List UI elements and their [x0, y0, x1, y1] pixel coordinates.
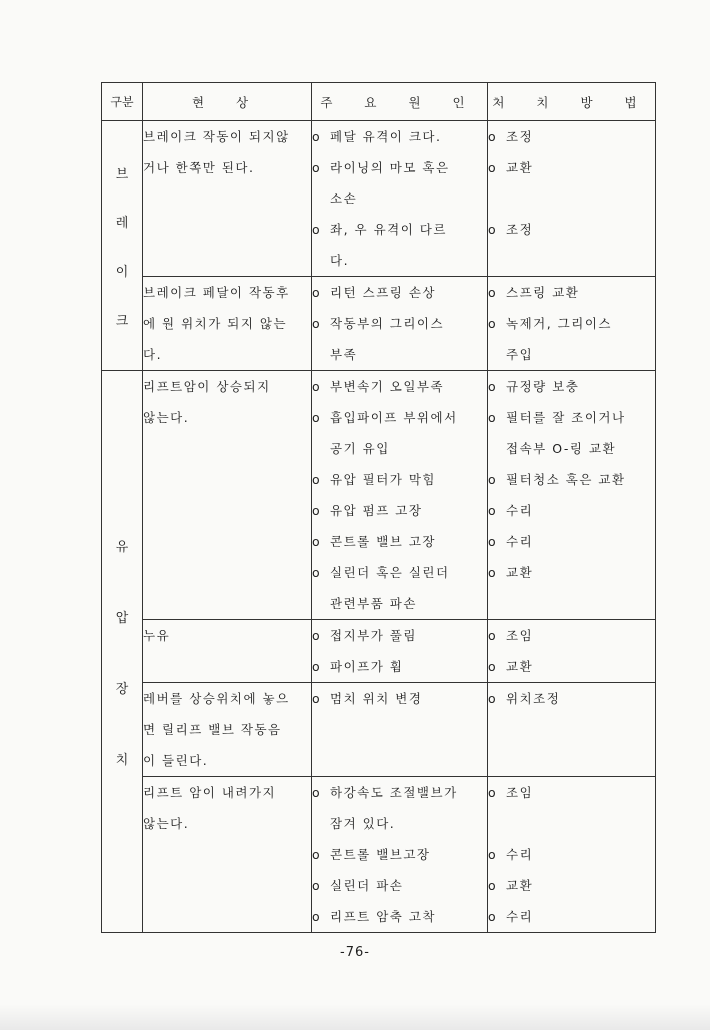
bullet-icon: o [312, 410, 322, 425]
troubleshooting-table [101, 82, 656, 933]
cause-text: 페달 유격이 크다. [330, 129, 442, 144]
symptom-cell [143, 777, 312, 933]
bullet-icon: o [488, 847, 498, 862]
bullet-icon: o [488, 472, 498, 487]
cause-text: 라이닝의 마모 혹은 [330, 160, 450, 175]
symptom-text: 않는다. [143, 816, 190, 831]
cause-text: 소손 [330, 191, 358, 206]
remedy-text: 조정 [506, 222, 534, 237]
bullet-icon: o [488, 160, 498, 175]
remedy-cell [488, 620, 656, 683]
remedy-text: 교환 [506, 160, 534, 175]
symptom-text: 이 들린다. [143, 753, 209, 768]
bullet-icon: o [312, 785, 322, 800]
bullet-icon: o [312, 222, 322, 237]
symptom-cell [143, 371, 312, 620]
bullet-icon: o [312, 691, 322, 706]
remedy-text: 수리 [506, 503, 534, 518]
bullet-icon: o [488, 565, 498, 580]
bullet-icon: o [488, 222, 498, 237]
category-char: 이 [115, 264, 129, 280]
cause-text: 부변속기 오일부족 [330, 379, 445, 394]
bullet-icon: o [488, 379, 498, 394]
table-header-row [102, 83, 656, 121]
remedy-cell [488, 371, 656, 620]
cause-text: 유압 펌프 고장 [330, 503, 423, 518]
header-cause: 주 요 원 인 [312, 83, 488, 121]
remedy-text: 필터를 잘 조이거나 [506, 410, 626, 425]
bullet-icon: o [312, 628, 322, 643]
cause-text: 부족 [330, 347, 358, 362]
cause-text: 관련부품 파손 [330, 596, 417, 611]
cause-text: 잠겨 있다. [330, 816, 396, 831]
bullet-icon: o [488, 410, 498, 425]
category-char: 장 [115, 681, 129, 697]
remedy-text: 필터청소 혹은 교환 [506, 472, 626, 487]
cause-cell [312, 371, 488, 620]
bullet-icon: o [312, 503, 322, 518]
remedy-text: 위치조정 [506, 691, 561, 706]
symptom-text: 다. [143, 347, 163, 362]
cause-text: 흡입파이프 부위에서 [330, 410, 458, 425]
table-body [102, 121, 656, 933]
scan-edge [0, 1004, 710, 1030]
symptom-cell [143, 620, 312, 683]
bullet-icon: o [312, 878, 322, 893]
bullet-icon: o [488, 285, 498, 300]
header-symptom: 현 상 [143, 83, 312, 121]
header-remedy: 처 치 방 법 [488, 83, 656, 121]
bullet-icon: o [312, 285, 322, 300]
bullet-icon: o [488, 659, 498, 674]
category-char: 크 [115, 313, 129, 329]
bullet-icon: o [312, 847, 322, 862]
header-category: 구분 [102, 83, 143, 121]
cause-text: 실린더 파손 [330, 878, 404, 893]
category-char: 압 [115, 610, 129, 626]
cause-text: 공기 유입 [330, 441, 390, 456]
category-cell [102, 121, 143, 371]
symptom-cell [143, 277, 312, 371]
table-row [102, 371, 656, 620]
table-row [102, 121, 656, 277]
remedy-text: 교환 [506, 659, 534, 674]
remedy-cell [488, 777, 656, 933]
bullet-icon: o [488, 909, 498, 924]
cause-text: 파이프가 휨 [330, 659, 404, 674]
bullet-icon: o [312, 565, 322, 580]
remedy-text: 스프링 교환 [506, 285, 580, 300]
bullet-icon: o [488, 628, 498, 643]
remedy-text: 접속부 O-링 교환 [506, 441, 617, 456]
remedy-text: 조임 [506, 785, 534, 800]
symptom-text: 거나 한쪽만 된다. [143, 160, 255, 175]
category-char: 브 [115, 166, 129, 182]
cause-text: 작동부의 그리이스 [330, 316, 445, 331]
remedy-text: 규정량 보충 [506, 379, 580, 394]
bullet-icon: o [312, 129, 322, 144]
bullet-icon: o [312, 316, 322, 331]
table-row [102, 277, 656, 371]
bullet-icon: o [488, 878, 498, 893]
cause-text: 콘트롤 밸브고장 [330, 847, 431, 862]
cause-text: 하강속도 조절밸브가 [330, 785, 458, 800]
cause-cell [312, 777, 488, 933]
bullet-icon: o [488, 534, 498, 549]
remedy-text: 녹제거, 그리이스 [506, 316, 612, 331]
remedy-text: 수리 [506, 909, 534, 924]
bullet-icon: o [312, 160, 322, 175]
symptom-text: 면 릴리프 밸브 작동음 [143, 722, 282, 737]
category-char: 레 [115, 215, 129, 231]
page-number: -76- [340, 945, 370, 960]
bullet-icon: o [488, 316, 498, 331]
remedy-text: 조정 [506, 129, 534, 144]
cause-cell [312, 277, 488, 371]
bullet-icon: o [312, 659, 322, 674]
cause-cell [312, 683, 488, 777]
cause-cell [312, 121, 488, 277]
bullet-icon: o [312, 472, 322, 487]
remedy-cell [488, 277, 656, 371]
symptom-text: 브레이크 페달이 작동후 [143, 285, 290, 300]
category-char: 유 [115, 539, 129, 555]
remedy-text: 수리 [506, 847, 534, 862]
bullet-icon: o [312, 534, 322, 549]
remedy-cell [488, 121, 656, 277]
cause-cell [312, 620, 488, 683]
remedy-text: 교환 [506, 878, 534, 893]
remedy-text: 교환 [506, 565, 534, 580]
category-cell [102, 371, 143, 933]
symptom-text: 않는다. [143, 410, 190, 425]
bullet-icon: o [488, 129, 498, 144]
table-row [102, 777, 656, 933]
cause-text: 실린더 혹은 실린더 [330, 565, 450, 580]
table-row [102, 683, 656, 777]
cause-text: 좌, 우 유격이 다르 [330, 222, 447, 237]
symptom-text: 리프트암이 상승되지 [143, 379, 271, 394]
cause-text: 리턴 스프링 손상 [330, 285, 436, 300]
symptom-text: 에 원 위치가 되지 않는 [143, 316, 288, 331]
cause-text: 리프트 암축 고착 [330, 909, 436, 924]
symptom-cell [143, 683, 312, 777]
symptom-text: 레버를 상승위치에 놓으 [143, 691, 290, 706]
cause-text: 유압 필터가 막힘 [330, 472, 436, 487]
symptom-text: 누유 [143, 628, 171, 643]
bullet-icon: o [488, 785, 498, 800]
cause-text: 콘트롤 밸브 고장 [330, 534, 436, 549]
cause-text: 멈치 위치 변경 [330, 691, 423, 706]
cause-text: 다. [330, 253, 350, 268]
bullet-icon: o [312, 379, 322, 394]
symptom-text: 리프트 암이 내려가지 [143, 785, 277, 800]
remedy-text: 수리 [506, 534, 534, 549]
symptom-text: 브레이크 작동이 되지않 [143, 129, 290, 144]
category-char: 치 [115, 752, 129, 768]
remedy-text: 조임 [506, 628, 534, 643]
table-row [102, 620, 656, 683]
remedy-text: 주입 [506, 347, 534, 362]
remedy-cell [488, 683, 656, 777]
symptom-cell [143, 121, 312, 277]
bullet-icon: o [488, 691, 498, 706]
bullet-icon: o [312, 909, 322, 924]
cause-text: 접지부가 풀림 [330, 628, 417, 643]
bullet-icon: o [488, 503, 498, 518]
